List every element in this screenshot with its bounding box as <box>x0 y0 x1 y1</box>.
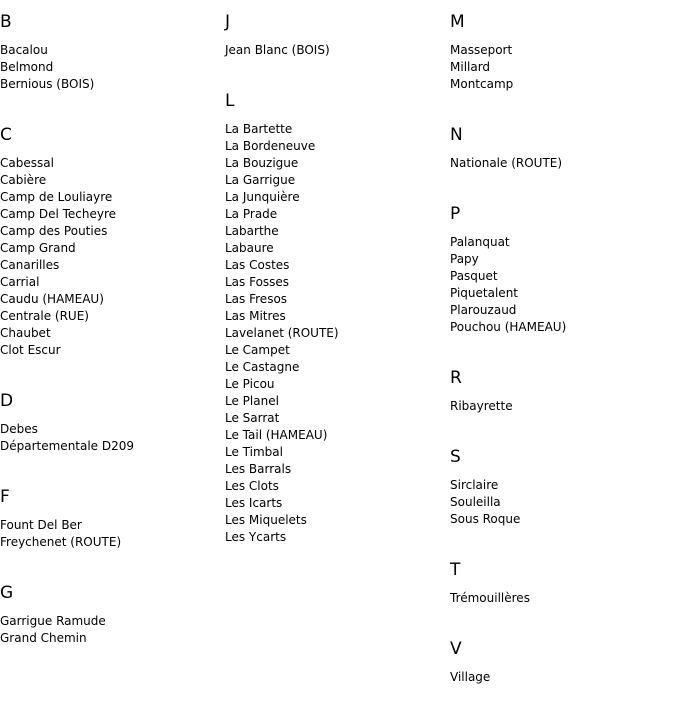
letter-group-r <box>450 356 675 415</box>
list-item <box>225 223 450 240</box>
letter-heading: R <box>450 368 462 388</box>
street-link[interactable]: Les Clots <box>225 479 279 493</box>
street-link[interactable]: Palanquat <box>450 235 510 249</box>
letter-heading: L <box>225 91 235 111</box>
street-list <box>450 669 675 686</box>
street-link[interactable]: Chaubet <box>0 326 51 340</box>
letter-heading: T <box>450 560 461 580</box>
list-item <box>0 421 225 438</box>
list-item <box>450 268 675 285</box>
list-item <box>0 438 225 455</box>
list-item <box>225 172 450 189</box>
list-item <box>0 240 225 257</box>
street-link[interactable]: Les Barrals <box>225 462 292 476</box>
letter-heading: M <box>450 12 465 32</box>
street-link[interactable]: Départementale D209 <box>0 439 135 453</box>
street-list <box>450 477 675 528</box>
list-item <box>0 308 225 325</box>
letter-group-v <box>450 627 675 686</box>
street-link[interactable]: Trémouillères <box>450 591 530 605</box>
list-item <box>450 234 675 251</box>
street-list <box>0 155 225 359</box>
letter-group-d <box>0 379 225 455</box>
street-link[interactable]: La Bordeneuve <box>225 139 316 153</box>
street-link[interactable]: Camp de Louliayre <box>0 190 113 204</box>
list-item <box>450 155 675 172</box>
list-item <box>450 76 675 93</box>
letter-heading: P <box>450 204 461 224</box>
list-item <box>225 529 450 546</box>
street-link[interactable]: Le Timbal <box>225 445 283 459</box>
street-link[interactable]: Plarouzaud <box>450 303 517 317</box>
street-link[interactable]: Las Fresos <box>225 292 288 306</box>
street-column-1 <box>0 0 225 667</box>
street-link[interactable]: Carrial <box>0 275 40 289</box>
street-link[interactable]: Lavelanet (ROUTE) <box>225 326 339 340</box>
list-item <box>225 376 450 393</box>
street-link[interactable]: La Bouzigue <box>225 156 299 170</box>
street-list <box>0 517 225 551</box>
list-item <box>225 325 450 342</box>
list-item <box>450 285 675 302</box>
list-item <box>225 308 450 325</box>
list-item <box>450 511 675 528</box>
list-item <box>0 59 225 76</box>
list-item <box>225 359 450 376</box>
list-item <box>450 319 675 336</box>
list-item <box>225 495 450 512</box>
street-link[interactable]: Pasquet <box>450 269 498 283</box>
list-item <box>0 76 225 93</box>
street-link[interactable]: Labarthe <box>225 224 279 238</box>
list-item <box>0 630 225 647</box>
list-item <box>0 172 225 189</box>
list-item <box>0 342 225 359</box>
street-link[interactable]: Bacalou <box>0 43 48 57</box>
list-item <box>450 398 675 415</box>
street-link[interactable]: Camp Del Techeyre <box>0 207 117 221</box>
letter-group-p <box>450 192 675 336</box>
street-link[interactable]: Las Fosses <box>225 275 290 289</box>
list-item <box>0 613 225 630</box>
letter-group-c <box>0 113 225 359</box>
letter-group-l <box>225 79 450 546</box>
list-item <box>225 138 450 155</box>
letter-group-s <box>450 435 675 528</box>
list-item <box>225 274 450 291</box>
list-item <box>450 669 675 686</box>
street-link[interactable]: Pouchou (HAMEAU) <box>450 320 567 334</box>
street-link[interactable]: La Junquière <box>225 190 300 204</box>
letter-heading: J <box>225 12 231 32</box>
street-list <box>225 42 450 59</box>
list-item <box>0 534 225 551</box>
street-link[interactable]: Les Ycarts <box>225 530 287 544</box>
list-item <box>225 393 450 410</box>
street-list <box>450 398 675 415</box>
street-link[interactable]: Village <box>450 670 491 684</box>
letter-heading: V <box>450 639 462 659</box>
list-item <box>0 517 225 534</box>
list-item <box>0 257 225 274</box>
letter-group-m <box>450 0 675 93</box>
street-link[interactable]: Debes <box>0 422 38 436</box>
list-item <box>450 477 675 494</box>
list-item <box>0 325 225 342</box>
street-link[interactable]: Souleilla <box>450 495 501 509</box>
street-link[interactable]: Caudu (HAMEAU) <box>0 292 104 306</box>
list-item <box>0 206 225 223</box>
street-link[interactable]: Las Mitres <box>225 309 286 323</box>
list-item <box>0 42 225 59</box>
street-link[interactable]: Montcamp <box>450 77 514 91</box>
letter-group-g <box>0 571 225 647</box>
letter-heading: D <box>0 391 14 411</box>
street-link[interactable]: Sous Roque <box>450 512 521 526</box>
list-item <box>225 121 450 138</box>
list-item <box>0 274 225 291</box>
street-link[interactable]: Cabessal <box>0 156 54 170</box>
letter-heading: S <box>450 447 461 467</box>
list-item <box>225 189 450 206</box>
list-item <box>225 291 450 308</box>
street-link[interactable]: Nationale (ROUTE) <box>450 156 563 170</box>
street-link[interactable]: Le Castagne <box>225 360 300 374</box>
letter-group-j <box>225 0 450 59</box>
street-link[interactable]: Cabière <box>0 173 47 187</box>
street-column-2 <box>225 0 450 566</box>
list-item <box>225 155 450 172</box>
list-item <box>225 342 450 359</box>
street-link[interactable]: Belmond <box>0 60 54 74</box>
letter-group-b <box>0 0 225 93</box>
street-link[interactable]: Le Campet <box>225 343 290 357</box>
street-link[interactable]: Garrigue Ramude <box>0 614 106 628</box>
letter-group-t <box>450 548 675 607</box>
street-link[interactable]: Las Costes <box>225 258 290 272</box>
letter-heading: B <box>0 12 12 32</box>
list-item <box>0 155 225 172</box>
street-link[interactable]: Freychenet (ROUTE) <box>0 535 122 549</box>
street-link[interactable]: Le Planel <box>225 394 279 408</box>
street-link[interactable]: La Prade <box>225 207 278 221</box>
letter-heading: N <box>450 125 463 145</box>
street-list <box>0 613 225 647</box>
street-link[interactable]: Camp des Pouties <box>0 224 108 238</box>
street-list <box>0 42 225 93</box>
list-item <box>225 461 450 478</box>
street-link[interactable]: Bernious (BOIS) <box>0 77 95 91</box>
street-list <box>450 234 675 336</box>
list-item <box>225 410 450 427</box>
letter-heading: F <box>0 487 10 507</box>
list-item <box>225 478 450 495</box>
street-link[interactable]: Masseport <box>450 43 513 57</box>
street-link[interactable]: Ribayrette <box>450 399 513 413</box>
letter-group-n <box>450 113 675 172</box>
street-link[interactable]: Piquetalent <box>450 286 518 300</box>
street-link[interactable]: Fount Del Ber <box>0 518 82 532</box>
street-list <box>450 590 675 607</box>
street-link[interactable]: La Bartette <box>225 122 293 136</box>
list-item <box>225 512 450 529</box>
street-link[interactable]: La Garrigue <box>225 173 296 187</box>
list-item <box>225 206 450 223</box>
street-link[interactable]: Jean Blanc (BOIS) <box>225 43 330 57</box>
list-item <box>450 59 675 76</box>
street-link[interactable]: Le Sarrat <box>225 411 280 425</box>
list-item <box>225 257 450 274</box>
list-item <box>450 494 675 511</box>
street-list <box>450 42 675 93</box>
street-link[interactable]: Les Miquelets <box>225 513 307 527</box>
street-list <box>450 155 675 172</box>
letter-heading: C <box>0 125 12 145</box>
list-item <box>450 42 675 59</box>
street-list <box>225 121 450 546</box>
street-link[interactable]: Canarilles <box>0 258 60 272</box>
street-link[interactable]: Clot Escur <box>0 343 61 357</box>
list-item <box>225 427 450 444</box>
street-link[interactable]: Sirclaire <box>450 478 499 492</box>
street-link[interactable]: Papy <box>450 252 479 266</box>
list-item <box>225 444 450 461</box>
street-link[interactable]: Grand Chemin <box>0 631 87 645</box>
list-item <box>225 42 450 59</box>
list-item <box>0 223 225 240</box>
street-link[interactable]: Les Icarts <box>225 496 283 510</box>
street-link[interactable]: Millard <box>450 60 491 74</box>
street-link[interactable]: Camp Grand <box>0 241 76 255</box>
street-list <box>0 421 225 455</box>
list-item <box>225 240 450 257</box>
list-item <box>0 291 225 308</box>
street-link[interactable]: Labaure <box>225 241 274 255</box>
letter-heading: G <box>0 583 14 603</box>
street-link[interactable]: Le Tail (HAMEAU) <box>225 428 328 442</box>
list-item <box>450 251 675 268</box>
list-item <box>450 590 675 607</box>
list-item <box>450 302 675 319</box>
street-column-3 <box>450 0 675 706</box>
street-link[interactable]: Centrale (RUE) <box>0 309 89 323</box>
letter-group-f <box>0 475 225 551</box>
list-item <box>0 189 225 206</box>
street-link[interactable]: Le Picou <box>225 377 275 391</box>
